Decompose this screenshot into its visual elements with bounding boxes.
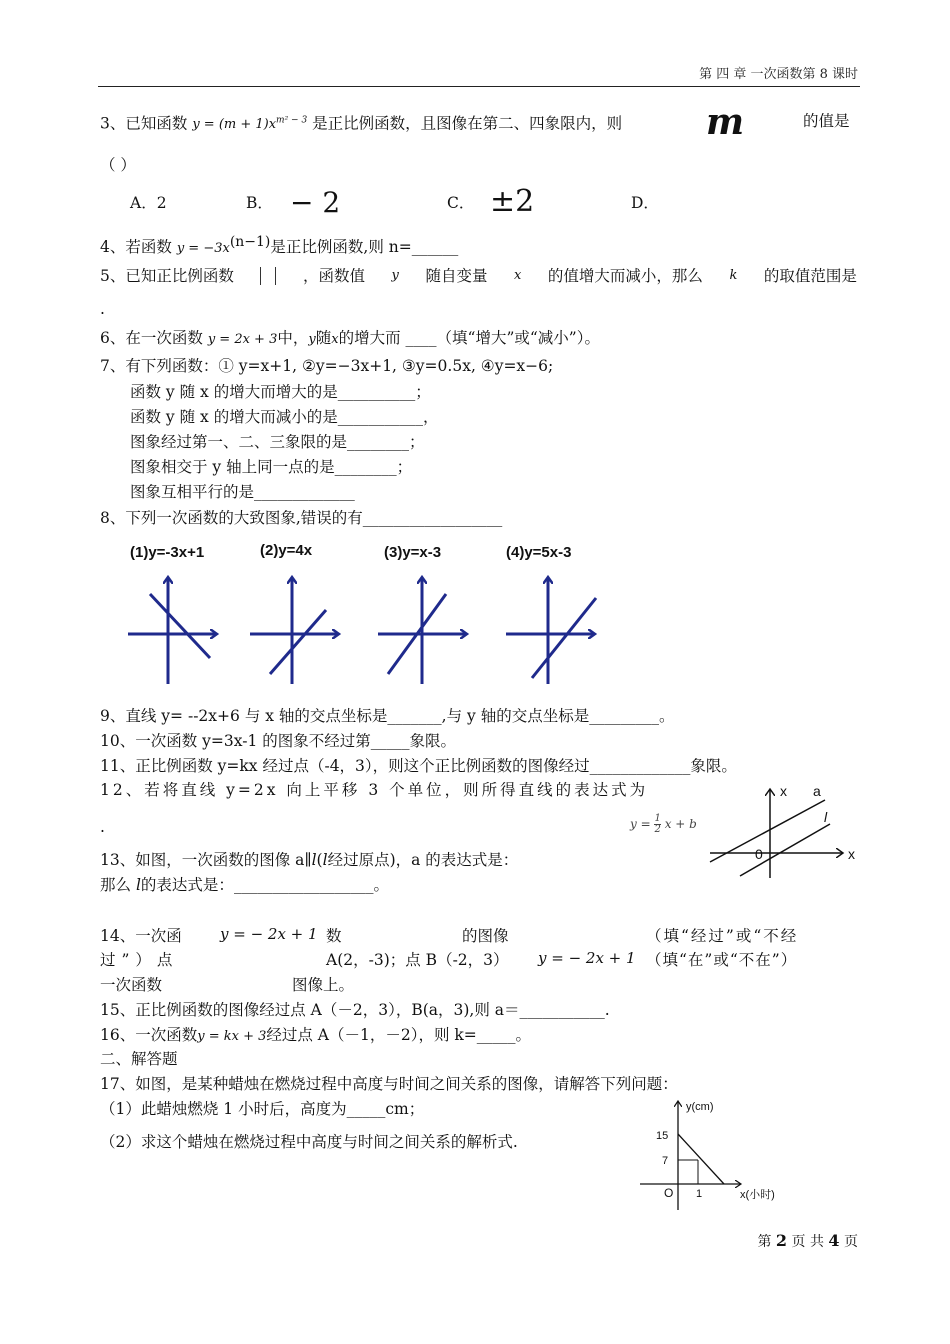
q17-y-tick-7: 7 (662, 1155, 669, 1167)
q17-candle-line (678, 1134, 724, 1184)
q8-graph-label-4: (4)y=5x-3 (506, 544, 572, 561)
question-5: 5、已知正比例函数 ，函数值 y 随自变量 x 的值增大而减小，那么 k 的取值范围是 (100, 267, 857, 285)
q8-graph-label-3: (3)y=x-3 (384, 544, 442, 561)
question-15: 15、正比例函数的图像经过点 A（－2，3），B(a，3),则 a＝___________. (100, 1001, 610, 1019)
q3-option-a: A．2 (130, 194, 167, 212)
q17-graph (640, 1094, 800, 1214)
question-9: 9、直线 y= --2x+6 与 x 轴的交点坐标是_______,与 y 轴的交点坐标是_________。 (100, 707, 675, 725)
question-8: 8、下列一次函数的大致图象,错误的有__________________ (100, 509, 503, 527)
q7-line-4: 图象相交于 y 轴上同一点的是________； (130, 458, 413, 476)
question-17: 17、如图，是某种蜡烛在燃烧过程中高度与时间之间关系的图像，请解答下列问题： (100, 1075, 678, 1093)
q7-line-1: 函数 y 随 x 的增大而增大的是__________； (130, 383, 431, 401)
q17-part-2: （2）求这个蜡烛在燃烧过程中高度与时间之间关系的解析式. (100, 1133, 518, 1151)
q12-formula: y = $\frac{1}{2}$ x + b (630, 813, 697, 835)
q5-formula-placeholder (260, 267, 276, 285)
q14-row-1-d: （填“经过”或“不经 (646, 927, 799, 945)
question-13-line-2: 那么 l的表达式是：__________________。 (100, 876, 389, 894)
page-header: 第 四 章 一次函数第 8 课时 (699, 67, 858, 82)
q3-option-b: B． (246, 194, 273, 212)
q7-line-5: 图象互相平行的是_____________ (130, 483, 355, 501)
q14-row-3-a: 一次函数 (100, 976, 163, 994)
question-12: 12、若将直线 y=2x 向上平移 3 个单位，则所得直线的表达式为 (100, 781, 649, 799)
q14-row-1-b: 数 (326, 927, 342, 945)
q12-dot: . (100, 818, 105, 836)
section-2-title: 二、解答题 (100, 1050, 178, 1068)
question-16: 16、一次函数y = kx + 3经过点 A（－1，－2），则 k=_____。 (100, 1026, 532, 1044)
q14-formula-1: y = − 2x + 1 (220, 925, 318, 943)
q3-option-b-value: − 2 (290, 186, 341, 219)
q17-y-tick-15: 15 (656, 1130, 669, 1142)
question-10: 10、一次函数 y=3x-1 的图象不经过第_____象限。 (100, 732, 457, 750)
q8-graph-label-1: (1)y=-3x+1 (130, 544, 205, 561)
q17-y-axis-label: y(cm) (686, 1101, 714, 1113)
q3-answer-paren: （ ） (100, 156, 136, 174)
question-3: 3、已知函数 $y = (m + 1)x^{m^2 - 3}$ 是正比例函数，且图像在第二、四象限内，则 (100, 114, 623, 133)
q13-x-axis-label: x (848, 846, 855, 862)
q3-option-d: D． (631, 194, 659, 212)
q14-row-3-b: 图像上。 (292, 976, 355, 994)
q13-label-l: l (824, 809, 828, 825)
q3-option-c-value: ±2 (490, 184, 535, 219)
q8-graphs (120, 538, 620, 688)
question-4: 4、若函数 y = −3x(n−1)是正比例函数,则 n=______ (100, 234, 459, 257)
q13-line-l (740, 824, 830, 876)
q13-label-a: a (813, 783, 821, 799)
q14-row-1-a: 14、一次函 (100, 927, 182, 945)
q14-row-2-c: （填“在”或“不在”） (646, 951, 798, 969)
q17-x-axis-label: x(小时) (740, 1189, 775, 1201)
question-11: 11、正比例函数 y=kx 经过点（-4，3），则这个正比例函数的图像经过_____________象限。 (100, 757, 737, 775)
q3-var-m: m (706, 101, 745, 143)
q7-line-3: 图象经过第一、二、三象限的是________； (130, 433, 425, 451)
q8-graph-2-line (270, 610, 326, 674)
q3-formula: $y = (m + 1)x^{m^2 - 3}$ (192, 116, 308, 133)
q17-x-tick-1: 1 (696, 1188, 703, 1200)
q3-option-c: C． (447, 194, 475, 212)
q14-row-2-a: 过”）点 (100, 951, 179, 969)
question-6: 6、在一次函数 y = 2x + 3中，y随x的增大而 ____（填“增大”或“减小”）。 (100, 329, 600, 347)
question-7-title: 7、有下列函数：① y=x+1, ②y=−3x+1, ③y=0.5x, ④y=x−6; (100, 357, 554, 375)
q17-origin: O (664, 1186, 674, 1200)
q3-tail: 的值是 (803, 112, 850, 130)
q14-row-1-c: 的图像 (462, 927, 509, 945)
q5-dot: . (100, 300, 105, 318)
q8-graph-label-2: (2)y=4x (260, 542, 313, 559)
q8-graph-4-line (532, 598, 596, 678)
header-rule (98, 86, 860, 87)
q14-formula-2: y = − 2x + 1 (538, 949, 636, 967)
q14-row-2-b: A(2，-3)；点 B（-2，3） (326, 951, 509, 969)
q13-origin: 0 (755, 846, 763, 862)
q13-y-axis-label: x (780, 783, 787, 799)
q17-part-1: （1）此蜡烛燃烧 1 小时后，高度为_____cm； (100, 1100, 425, 1118)
q8-graph-1-line (150, 594, 210, 658)
question-13: 13、如图，一次函数的图像 a∥l(l经过原点)，a 的表达式是： (100, 851, 519, 869)
q13-graph (700, 782, 870, 882)
page-footer: 第 2 页 共 4 页 (757, 1231, 858, 1250)
q7-line-2: 函数 y 随 x 的增大而减小的是___________， (130, 408, 439, 426)
